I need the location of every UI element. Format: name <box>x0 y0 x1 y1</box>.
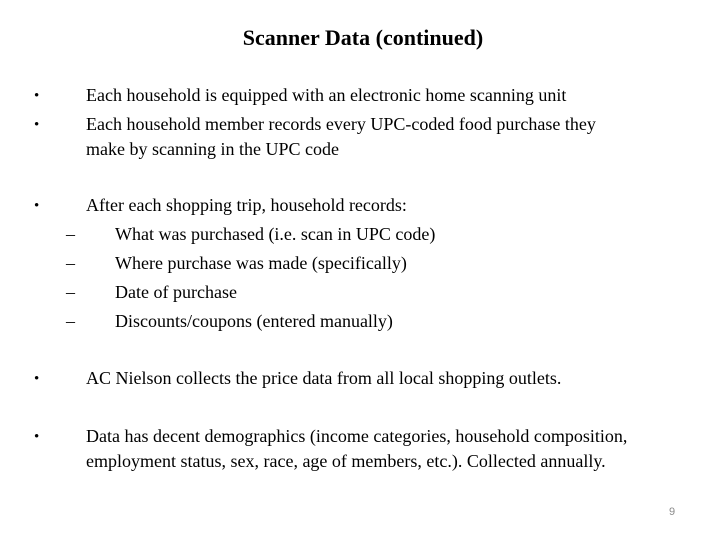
bullet-text-continued: employment status, sex, race, age of members, etc.). Collected annually. <box>86 451 606 471</box>
bullet-marker: • <box>34 88 40 104</box>
bullet-marker: • <box>34 198 40 214</box>
bullet-text: Each household is equipped with an electronic home scanning unit <box>86 85 567 105</box>
sub-bullet-marker: – <box>66 311 75 331</box>
bullet-text-continued: make by scanning in the UPC code <box>86 139 339 159</box>
bullet-text: AC Nielson collects the price data from all local shopping outlets. <box>86 368 562 388</box>
sub-bullet-marker: – <box>66 253 75 273</box>
sub-bullet-text: Date of purchase <box>115 282 237 302</box>
bullet-marker: • <box>34 371 40 387</box>
sub-bullet-text: Where purchase was made (specifically) <box>115 253 407 273</box>
bullet-text: After each shopping trip, household records: <box>86 195 407 215</box>
sub-bullet-marker: – <box>66 224 75 244</box>
bullet-text: Data has decent demographics (income categories, household composition, <box>86 426 628 446</box>
page-number: 9 <box>668 506 676 518</box>
slide-title: Scanner Data (continued) <box>242 25 484 50</box>
sub-bullet-text: What was purchased (i.e. scan in UPC code) <box>115 224 436 244</box>
bullet-marker: • <box>34 117 40 133</box>
sub-bullet-text: Discounts/coupons (entered manually) <box>115 311 393 331</box>
bullet-text: Each household member records every UPC-coded food purchase they <box>86 114 596 134</box>
sub-bullet-marker: – <box>66 282 75 302</box>
bullet-marker: • <box>34 429 40 445</box>
